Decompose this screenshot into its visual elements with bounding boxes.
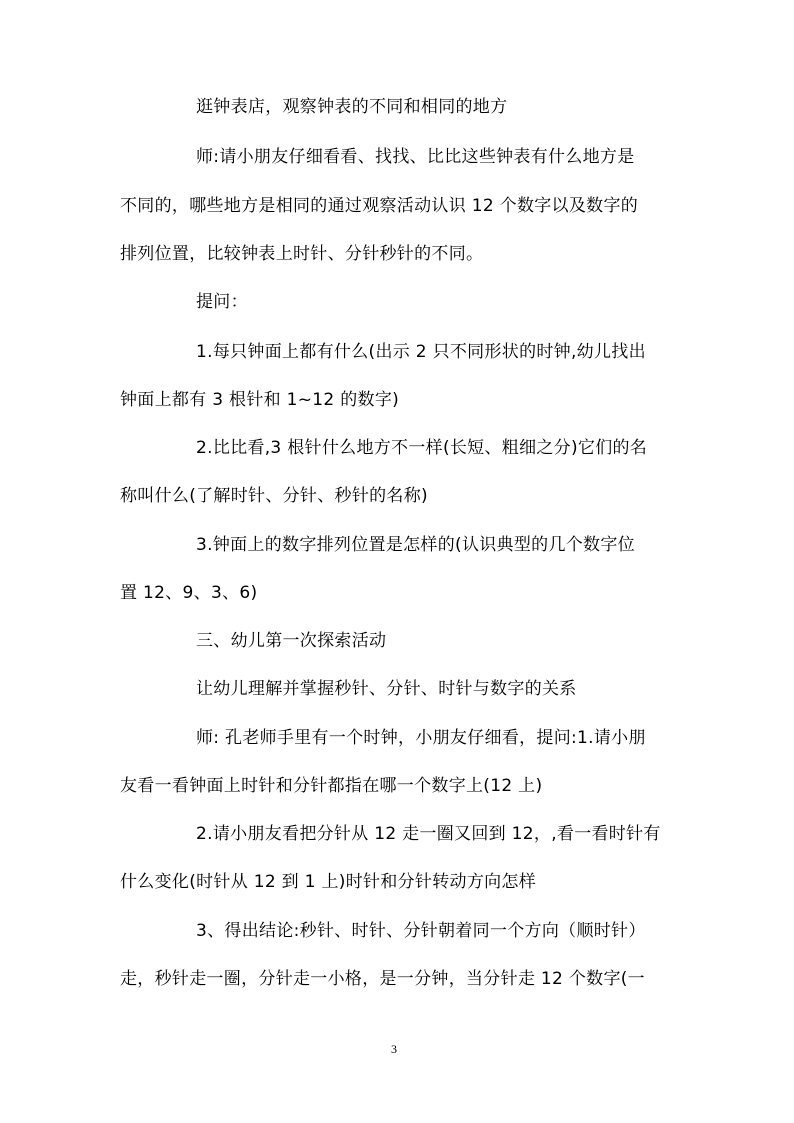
page-number: 3: [391, 1042, 397, 1056]
text-line-5: 提问：: [196, 292, 248, 312]
text-line-18: 3、得出结论:秒针、时针、分针朝着同一个方向（顺时针）: [196, 921, 646, 941]
text-line-1: 逛钟表店，观察钟表的不同和相同的地方: [196, 97, 508, 117]
text-line-10: 3.钟面上的数字排列位置是怎样的(认识典型的几个数字位: [196, 535, 635, 555]
text-line-19: 走，秒针走一圈，分针走一小格，是一分钟，当分针走 12 个数字(一: [120, 969, 645, 989]
text-line-16: 2.请小朋友看把分针从 12 走一圈又回到 12，,看一看时针有: [196, 824, 661, 844]
text-line-3: 不同的，哪些地方是相同的通过观察活动认识 12 个数字以及数字的: [120, 196, 639, 216]
text-line-13: 让幼儿理解并掌握秒针、分针、时针与数字的关系: [196, 679, 577, 699]
text-line-11: 置 12、9、3、6): [120, 583, 258, 603]
text-line-7: 钟面上都有 3 根针和 1~12 的数字): [120, 390, 400, 410]
text-line-8: 2.比比看,3 根针什么地方不一样(长短、粗细之分)它们的名: [196, 438, 648, 458]
text-line-2: 师:请小朋友仔细看看、找找、比比这些钟表有什么地方是: [196, 147, 635, 167]
text-line-9: 称叫什么(了解时针、分针、秒针的名称): [120, 486, 428, 506]
text-line-6: 1.每只钟面上都有什么(出示 2 只不同形状的时钟,幼儿找出: [196, 342, 646, 362]
text-line-14: 师: 孔老师手里有一个时钟，小朋友仔细看，提问:1.请小朋: [196, 728, 646, 748]
text-line-15: 友看一看钟面上时针和分针都指在哪一个数字上(12 上): [120, 776, 543, 796]
section-heading: 三、幼儿第一次探索活动: [196, 631, 387, 651]
text-line-17: 什么变化(时针从 12 到 1 上)时针和分针转动方向怎样: [120, 872, 537, 892]
text-line-4: 排列位置，比较钟表上时针、分针秒针的不同。: [120, 244, 484, 264]
